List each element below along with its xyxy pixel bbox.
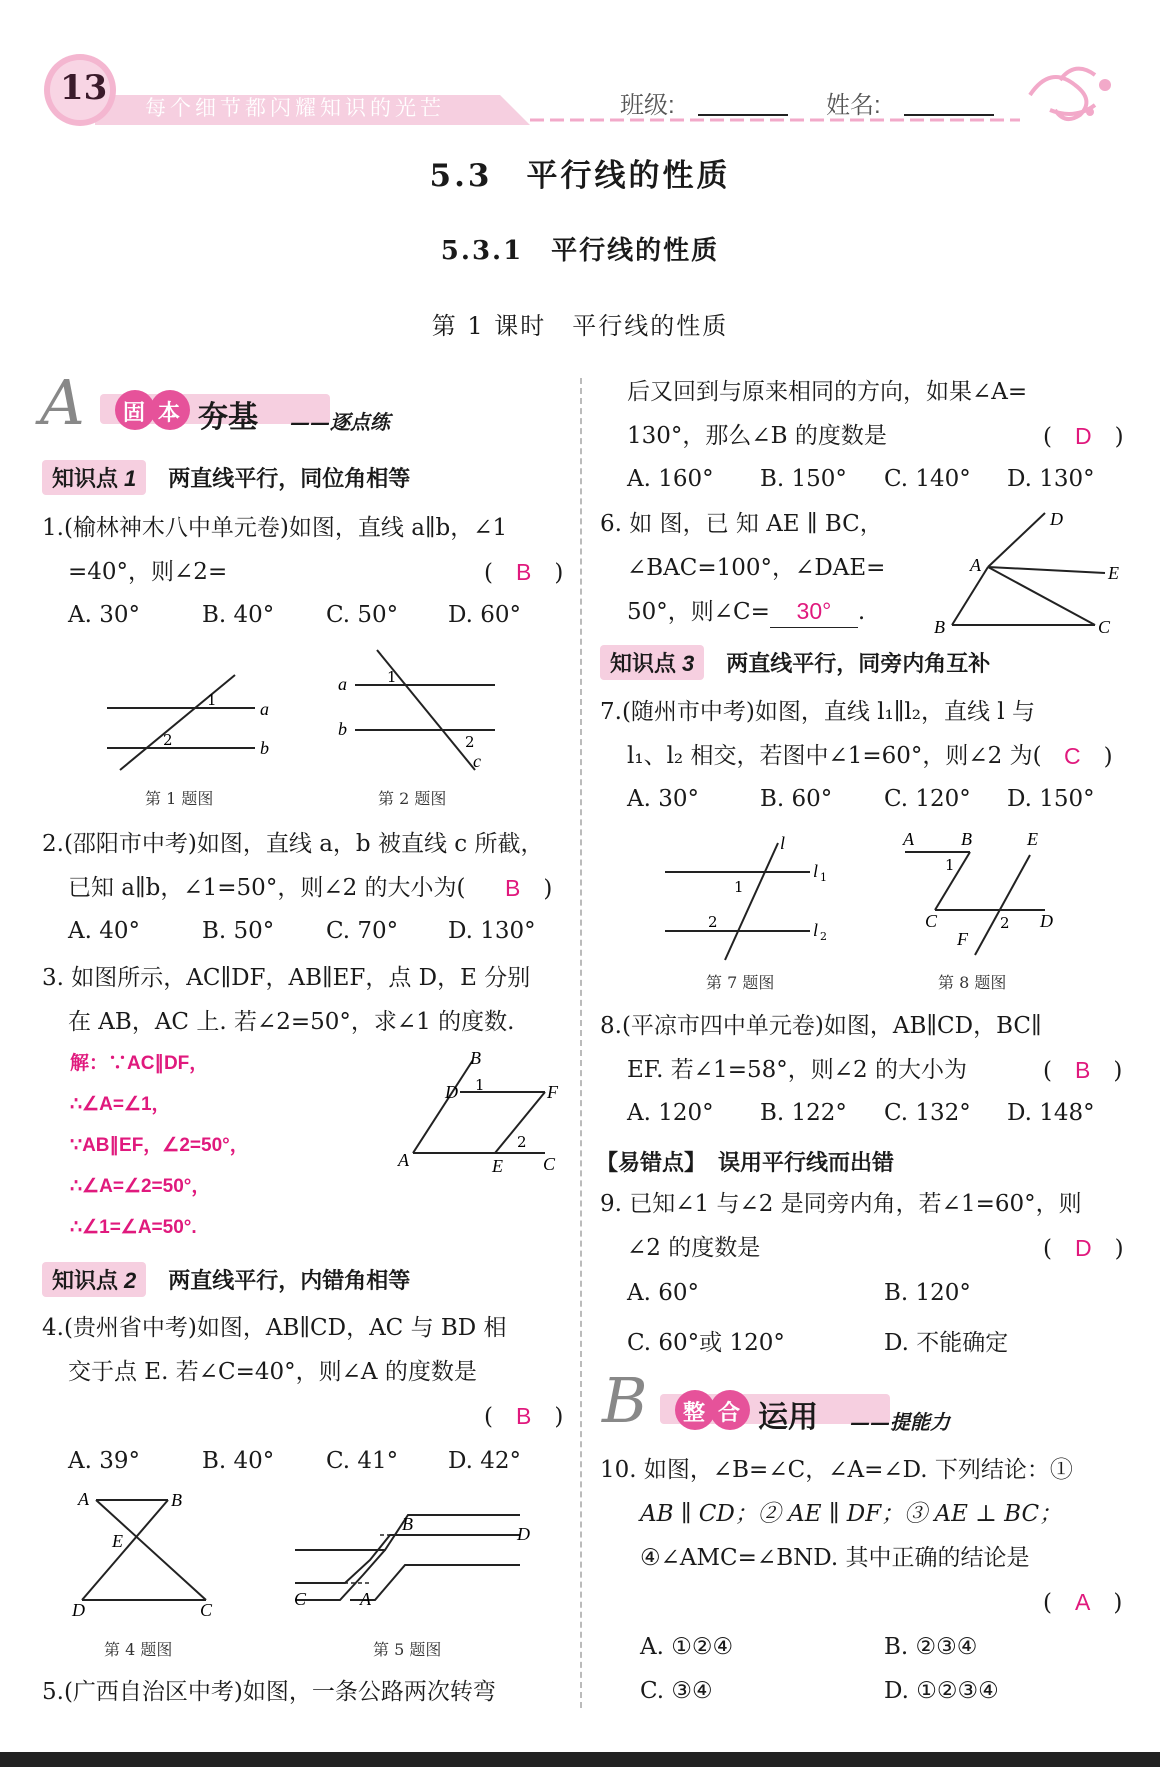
- svg-text:B: B: [934, 617, 945, 635]
- svg-text:D: D: [445, 1082, 458, 1102]
- banner-b-tag: ——提能力: [850, 1410, 950, 1434]
- svg-text:l: l: [813, 920, 819, 940]
- q9-answer-bracket: ( D ): [1043, 1235, 1124, 1262]
- svg-text:c: c: [473, 751, 481, 771]
- figure-8: [895, 830, 1075, 960]
- q2-option-b[interactable]: B. 50°: [202, 918, 275, 944]
- q4-option-d[interactable]: D. 42°: [448, 1448, 522, 1474]
- q3-line1: 3. 如图所示，AC∥DF，AB∥EF，点 D，E 分别: [42, 965, 531, 991]
- q2-line1: 2.(邵阳市中考)如图，直线 a，b 被直线 c 所截，: [42, 831, 544, 857]
- q7-option-c[interactable]: C. 120°: [884, 786, 971, 812]
- q6-line3-text: 50°，则∠C=: [627, 599, 770, 625]
- error-point-label: 【易错点】: [596, 1150, 707, 1175]
- svg-text:b: b: [260, 738, 269, 758]
- q6-line2: ∠BAC=100°，∠DAE=: [627, 555, 886, 581]
- svg-text:l: l: [813, 861, 819, 881]
- q7-option-d[interactable]: D. 150°: [1007, 786, 1095, 812]
- q9-line1: 9. 已知∠1 与∠2 是同旁内角，若∠1=60°，则: [600, 1191, 1082, 1217]
- q1-option-d[interactable]: D. 60°: [448, 602, 522, 628]
- q2-line2: 已知 a∥b，∠1=50°，则∠2 的大小为(: [68, 875, 466, 901]
- svg-text:D: D: [517, 1524, 530, 1544]
- q1-option-c[interactable]: C. 50°: [326, 602, 399, 628]
- svg-text:A: A: [903, 830, 914, 849]
- q10-line3: ④∠AMC=∠BND. 其中正确的结论是: [640, 1545, 1030, 1571]
- q10-line2: AB ∥ CD；② AE ∥ DF；③ AE ⊥ BC；: [640, 1501, 1063, 1527]
- q10-option-a[interactable]: A. ①②④: [640, 1634, 734, 1660]
- banner-b-char1: 整: [683, 1400, 706, 1425]
- svg-text:B: B: [171, 1490, 182, 1510]
- kp1-tag: [42, 460, 146, 495]
- kp2-tag: [42, 1262, 146, 1297]
- q7-answer: C: [1064, 743, 1081, 769]
- q3-solution-4: ∴∠A=∠2=50°，: [70, 1176, 211, 1197]
- kp2-title: 两直线平行，内错角相等: [168, 1268, 411, 1293]
- q9-answer: D: [1074, 1235, 1092, 1261]
- banner-b-char2: 合: [718, 1400, 741, 1425]
- kp1-title: 两直线平行，同位角相等: [168, 466, 411, 491]
- kp2-number: 2: [124, 1268, 137, 1293]
- name-label: 姓名:: [826, 92, 881, 119]
- banner-a-word: 夯基: [198, 401, 258, 434]
- figure-2: [335, 645, 505, 775]
- svg-text:A: A: [78, 1490, 89, 1509]
- q7-line1: 7.(随州市中考)如图，直线 l₁∥l₂，直线 l 与: [600, 699, 1035, 725]
- kp1-label: 知识点: [52, 466, 119, 491]
- svg-text:F: F: [547, 1082, 558, 1102]
- banner-a-char2: 本: [158, 400, 181, 425]
- q5-option-d[interactable]: D. 130°: [1007, 466, 1095, 492]
- svg-text:a: a: [338, 674, 347, 694]
- page-number: 13: [60, 68, 108, 108]
- svg-text:E: E: [112, 1531, 123, 1551]
- figure-3: [395, 1048, 565, 1178]
- q1-option-a[interactable]: A. 30°: [68, 602, 140, 628]
- svg-text:C: C: [543, 1154, 556, 1174]
- svg-text:a: a: [260, 699, 269, 719]
- q5-option-a[interactable]: A. 160°: [627, 466, 714, 492]
- q5-option-c[interactable]: C. 140°: [884, 466, 971, 492]
- knowledge-point-2: [42, 1262, 410, 1297]
- svg-text:D: D: [72, 1600, 85, 1620]
- svg-text:C: C: [200, 1600, 213, 1620]
- class-blank[interactable]: [698, 114, 788, 116]
- lesson-title: 第 1 课时 平行线的性质: [431, 312, 729, 340]
- svg-text:A: A: [970, 555, 981, 575]
- q5-line1: 5.(广西自治区中考)如图，一条公路两次转弯: [42, 1679, 496, 1705]
- error-point-title: 误用平行线而出错: [718, 1150, 895, 1175]
- kp3-title: 两直线平行，同旁内角互补: [726, 651, 991, 676]
- q8-option-d[interactable]: D. 148°: [1007, 1100, 1095, 1126]
- q5-answer: D: [1074, 423, 1092, 449]
- figure-4-caption: 第 4 题图: [104, 1640, 173, 1659]
- q4-line2: 交于点 E. 若∠C=40°，则∠A 的度数是: [68, 1359, 477, 1385]
- q4-answer-bracket: ( B ): [484, 1403, 564, 1430]
- q7-answer-bracket: C ): [1064, 743, 1113, 770]
- banner-b-word: 运用: [758, 1401, 818, 1434]
- q1-line1: 1.(榆林神木八中单元卷)如图，直线 a∥b，∠1: [42, 515, 508, 541]
- svg-text:A: A: [398, 1150, 409, 1170]
- q3-solution-1: 解：∵AC∥DF，: [70, 1053, 209, 1074]
- svg-text:D: D: [1040, 911, 1053, 931]
- q4-option-b[interactable]: B. 40°: [202, 1448, 275, 1474]
- q9-option-a[interactable]: A. 60°: [627, 1280, 699, 1306]
- q2-answer-bracket: B ): [505, 875, 553, 902]
- svg-text:2: 2: [163, 731, 173, 749]
- q6-answer: 30°: [796, 598, 832, 624]
- svg-text:C: C: [925, 911, 938, 931]
- q9-line2: ∠2 的度数是: [627, 1235, 761, 1261]
- q1-answer: B: [515, 559, 532, 585]
- q4-answer: B: [515, 1403, 532, 1429]
- kp1-number: 1: [124, 466, 137, 491]
- figure-1-caption: 第 1 题图: [145, 789, 214, 808]
- subsection-title: 5.3.1 平行线的性质: [440, 236, 720, 266]
- figure-4: [68, 1490, 228, 1620]
- figure-7: [660, 835, 840, 965]
- q7-option-b[interactable]: B. 60°: [760, 786, 833, 812]
- q10-option-c[interactable]: C. ③④: [640, 1678, 713, 1704]
- name-blank[interactable]: [904, 114, 994, 116]
- svg-text:2: 2: [820, 930, 827, 943]
- svg-text:2: 2: [517, 1133, 527, 1151]
- q8-answer-bracket: ( B ): [1043, 1057, 1123, 1084]
- q10-option-b[interactable]: B. ②③④: [884, 1634, 978, 1660]
- q5-option-b[interactable]: B. 150°: [760, 466, 847, 492]
- svg-text:C: C: [294, 1589, 307, 1609]
- error-point: [596, 1146, 894, 1177]
- banner-a-letter: A: [40, 366, 85, 439]
- q6-line3-end: .: [857, 599, 866, 625]
- banner-a-tag: ——逐点练: [290, 410, 390, 434]
- svg-text:b: b: [338, 719, 347, 739]
- q2-option-c[interactable]: C. 70°: [326, 918, 399, 944]
- banner-a-char1: 固: [123, 400, 146, 425]
- q10-line1: 10. 如图，∠B=∠C，∠A=∠D. 下列结论：①: [600, 1457, 1073, 1483]
- svg-text:1: 1: [945, 856, 955, 874]
- svg-text:A: A: [360, 1589, 371, 1609]
- q8-option-b[interactable]: B. 122°: [760, 1100, 847, 1126]
- q5-answer-bracket: ( D ): [1043, 423, 1124, 450]
- knowledge-point-1: [42, 460, 410, 495]
- q7-option-a[interactable]: A. 30°: [627, 786, 699, 812]
- class-label: 班级:: [620, 92, 675, 119]
- kp3-label: 知识点: [610, 651, 677, 676]
- knowledge-point-3: [600, 645, 990, 680]
- svg-text:1: 1: [820, 871, 827, 884]
- q4-option-c[interactable]: C. 41°: [326, 1448, 399, 1474]
- svg-text:l: l: [780, 835, 786, 853]
- banner-b: [600, 1364, 1000, 1440]
- q2-option-a[interactable]: A. 40°: [68, 918, 140, 944]
- q2-option-d[interactable]: D. 130°: [448, 918, 536, 944]
- q3-solution-5: ∴∠1=∠A=50°.: [70, 1217, 197, 1238]
- header-motto: 每个细节都闪耀知识的光芒: [145, 97, 445, 120]
- figure-5-caption: 第 5 题图: [373, 1640, 442, 1659]
- q4-line1: 4.(贵州省中考)如图，AB∥CD，AC 与 BD 相: [42, 1315, 507, 1341]
- kp3-number: 3: [682, 651, 695, 676]
- q6-answer-blank[interactable]: [770, 596, 858, 628]
- q4-option-a[interactable]: A. 39°: [68, 1448, 140, 1474]
- figure-2-caption: 第 2 题图: [378, 789, 447, 808]
- svg-text:E: E: [1108, 563, 1119, 583]
- q9-option-c[interactable]: C. 60°或 120°: [627, 1330, 785, 1356]
- q9-option-d[interactable]: D. 不能确定: [884, 1330, 1009, 1356]
- q5-line3: 130°，那么∠B 的度数是: [627, 423, 887, 449]
- q5-line2: 后又回到与原来相同的方向，如果∠A=: [627, 379, 1028, 405]
- figure-5: [290, 1505, 540, 1625]
- q9-option-b[interactable]: B. 120°: [884, 1280, 971, 1306]
- q6-line1: 6. 如 图，已 知 AE ∥ BC，: [600, 511, 883, 537]
- kp3-tag: [600, 645, 704, 680]
- q8-answer: B: [1074, 1057, 1091, 1083]
- q3-line2: 在 AB，AC 上. 若∠2=50°，求∠1 的度数.: [68, 1009, 515, 1035]
- q8-line2: EF. 若∠1=58°，则∠2 的大小为: [627, 1057, 967, 1083]
- svg-text:B: B: [961, 830, 972, 849]
- figure-7-caption: 第 7 题图: [706, 973, 775, 992]
- svg-text:2: 2: [708, 913, 718, 931]
- q1-line2: =40°，则∠2=: [68, 559, 228, 585]
- svg-text:1: 1: [387, 668, 397, 686]
- q3-solution-3: ∵AB∥EF，∠2=50°，: [70, 1135, 249, 1156]
- svg-text:B: B: [470, 1048, 481, 1068]
- svg-text:2: 2: [1000, 914, 1010, 932]
- figure-1: [95, 665, 275, 775]
- svg-text:1: 1: [734, 878, 744, 896]
- svg-text:B: B: [402, 1514, 413, 1534]
- q8-option-a[interactable]: A. 120°: [627, 1100, 714, 1126]
- q1-answer-bracket: ( B ): [484, 559, 564, 586]
- banner-a: [40, 366, 440, 442]
- svg-text:C: C: [1098, 617, 1111, 635]
- q6-line3: [627, 590, 865, 634]
- svg-text:E: E: [1027, 830, 1038, 849]
- section-title: 5.3 平行线的性质: [429, 158, 731, 194]
- q3-solution-2: ∴∠A=∠1，: [70, 1094, 171, 1115]
- svg-text:2: 2: [465, 733, 475, 751]
- q10-answer-bracket: ( A ): [1043, 1589, 1123, 1616]
- banner-b-letter: B: [602, 1364, 648, 1437]
- q8-line1: 8.(平凉市四中单元卷)如图，AB∥CD，BC∥: [600, 1013, 1042, 1039]
- q7-line2: l₁、l₂ 相交，若图中∠1=60°，则∠2 为(: [627, 743, 1042, 769]
- q10-answer: A: [1074, 1589, 1091, 1615]
- svg-text:1: 1: [475, 1076, 485, 1094]
- q10-option-d[interactable]: D. ①②③④: [884, 1678, 999, 1704]
- figure-6: [930, 505, 1130, 635]
- q1-option-b[interactable]: B. 40°: [202, 602, 275, 628]
- bottom-bar: [0, 1752, 1160, 1767]
- svg-text:D: D: [1050, 509, 1063, 529]
- page-header: [0, 40, 1160, 130]
- svg-text:1: 1: [207, 691, 217, 709]
- svg-text:E: E: [492, 1156, 503, 1176]
- figure-8-caption: 第 8 题图: [938, 973, 1007, 992]
- q8-option-c[interactable]: C. 132°: [884, 1100, 971, 1126]
- q2-answer: B: [505, 875, 521, 901]
- kp2-label: 知识点: [52, 1268, 119, 1293]
- svg-text:F: F: [957, 929, 968, 949]
- column-divider: [580, 378, 582, 1708]
